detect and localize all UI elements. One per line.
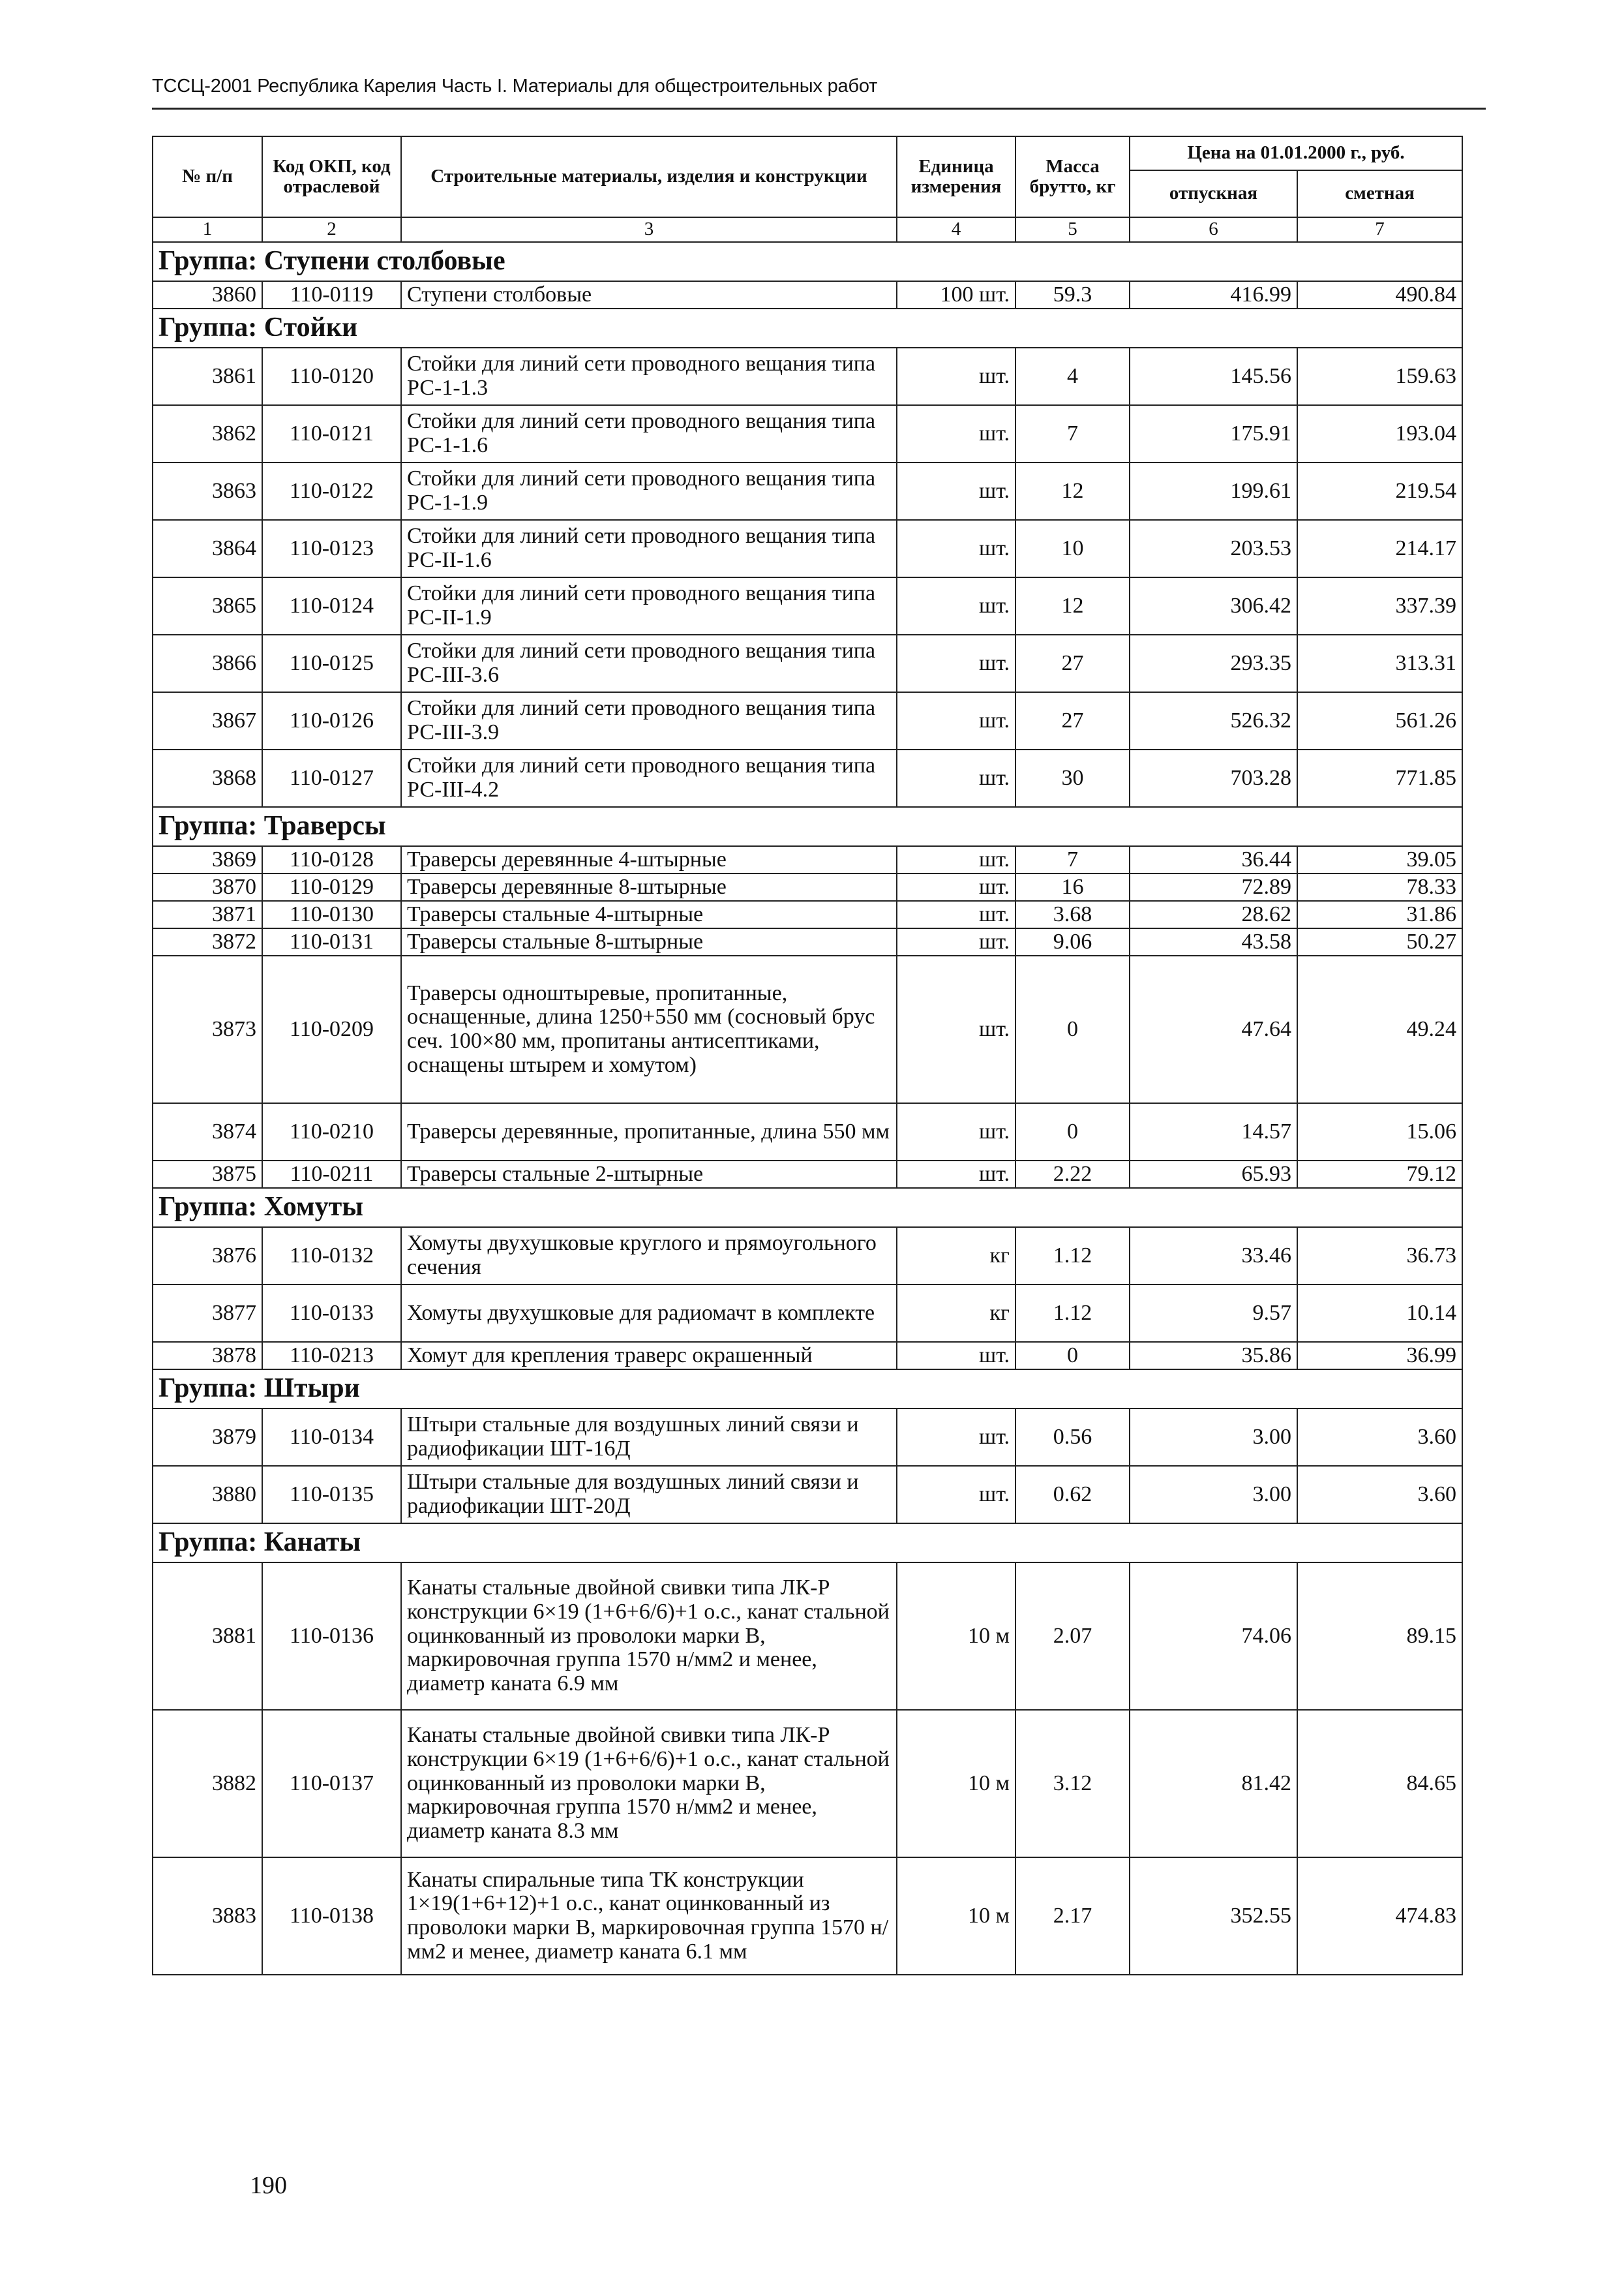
cell-mass: 2.22 [1015,1161,1130,1188]
page-header-title: ТССЦ-2001 Республика Карелия Часть I. Материалы для общестроительных работ [152,76,878,97]
cell-name: Траверсы стальные 4-штырные [401,901,897,928]
cell-mass: 27 [1015,635,1130,692]
cell-mass: 16 [1015,874,1130,901]
cell-code: 110-0135 [262,1466,401,1523]
col-header-name: Строительные материалы, изделия и конструкции [401,136,897,217]
cell-price-estimate: 337.39 [1297,577,1462,635]
cell-mass: 59.3 [1015,281,1130,309]
table-header [153,136,1462,242]
table-row [153,405,1462,463]
cell-code: 110-0133 [262,1285,401,1342]
cell-name: Траверсы деревянные, пропитанные, длина 550 мм [401,1103,897,1161]
table-body [153,242,1462,1975]
cell-mass: 10 [1015,520,1130,577]
table-row [153,1285,1462,1342]
group-title: Группа: Траверсы [153,807,1462,846]
cell-number: 3876 [153,1227,262,1285]
cell-name: Стойки для линий сети проводного вещания типа РС-III-4.2 [401,750,897,807]
cell-code: 110-0131 [262,928,401,956]
cell-number: 3874 [153,1103,262,1161]
group-row [153,1523,1462,1562]
cell-code: 110-0123 [262,520,401,577]
table-row [153,520,1462,577]
cell-code: 110-0119 [262,281,401,309]
cell-name: Стойки для линий сети проводного вещания типа РС-1-1.9 [401,463,897,520]
table-row [153,348,1462,405]
cell-code: 110-0130 [262,901,401,928]
cell-price-estimate: 193.04 [1297,405,1462,463]
cell-mass: 0 [1015,956,1130,1103]
table-row [153,1342,1462,1369]
cell-price-release: 175.91 [1130,405,1297,463]
cell-price-estimate: 15.06 [1297,1103,1462,1161]
cell-name: Стойки для линий сети проводного вещания типа РС-II-1.6 [401,520,897,577]
group-row [153,1188,1462,1227]
cell-name: Штыри стальные для воздушных линий связи и радиофикации ШТ-16Д [401,1408,897,1466]
cell-unit: кг [897,1227,1015,1285]
cell-name: Траверсы одноштыревые, пропитанные, оснащенные, длина 1250+550 мм (сосновый брус сеч. 100×80 мм, пропитаны антисептиками, оснащены штырем и хомутом) [401,956,897,1103]
cell-code: 110-0127 [262,750,401,807]
cell-price-estimate: 79.12 [1297,1161,1462,1188]
cell-name: Стойки для линий сети проводного вещания типа РС-III-3.9 [401,692,897,750]
col-header-mass: Масса брутто, кг [1015,136,1130,217]
cell-number: 3881 [153,1562,262,1710]
cell-price-estimate: 214.17 [1297,520,1462,577]
table-row [153,1562,1462,1710]
cell-name: Хомуты двухушковые круглого и прямоугольного сечения [401,1227,897,1285]
header-rule [152,108,1486,110]
cell-price-estimate: 50.27 [1297,928,1462,956]
cell-unit: шт. [897,846,1015,874]
cell-unit: 10 м [897,1710,1015,1857]
column-number: 5 [1015,217,1130,242]
cell-mass: 9.06 [1015,928,1130,956]
col-header-price-estimate: сметная [1297,170,1462,217]
cell-price-release: 3.00 [1130,1466,1297,1523]
cell-mass: 3.68 [1015,901,1130,928]
table-row [153,901,1462,928]
cell-unit: шт. [897,928,1015,956]
cell-unit: 10 м [897,1857,1015,1975]
cell-code: 110-0125 [262,635,401,692]
col-header-price-group: Цена на 01.01.2000 г., руб. [1130,136,1462,170]
cell-code: 110-0124 [262,577,401,635]
table-row [153,750,1462,807]
col-header-price-release: отпускная [1130,170,1297,217]
cell-price-estimate: 39.05 [1297,846,1462,874]
cell-price-estimate: 219.54 [1297,463,1462,520]
group-row [153,309,1462,348]
cell-mass: 12 [1015,463,1130,520]
cell-unit: шт. [897,750,1015,807]
column-number: 6 [1130,217,1297,242]
cell-price-release: 352.55 [1130,1857,1297,1975]
cell-code: 110-0121 [262,405,401,463]
cell-price-release: 43.58 [1130,928,1297,956]
group-title: Группа: Канаты [153,1523,1462,1562]
cell-price-release: 14.57 [1130,1103,1297,1161]
cell-price-estimate: 474.83 [1297,1857,1462,1975]
cell-price-release: 306.42 [1130,577,1297,635]
column-number: 4 [897,217,1015,242]
cell-number: 3862 [153,405,262,463]
cell-name: Хомуты двухушковые для радиомачт в комплекте [401,1285,897,1342]
cell-unit: шт. [897,874,1015,901]
cell-code: 110-0128 [262,846,401,874]
table-row [153,874,1462,901]
cell-unit: шт. [897,635,1015,692]
cell-mass: 0 [1015,1342,1130,1369]
cell-code: 110-0211 [262,1161,401,1188]
cell-number: 3877 [153,1285,262,1342]
table-row [153,928,1462,956]
cell-unit: шт. [897,348,1015,405]
column-number: 1 [153,217,262,242]
cell-code: 110-0138 [262,1857,401,1975]
cell-code: 110-0209 [262,956,401,1103]
cell-number: 3872 [153,928,262,956]
cell-number: 3860 [153,281,262,309]
cell-price-estimate: 36.99 [1297,1342,1462,1369]
cell-price-estimate: 36.73 [1297,1227,1462,1285]
cell-unit: шт. [897,405,1015,463]
cell-price-release: 145.56 [1130,348,1297,405]
cell-mass: 27 [1015,692,1130,750]
cell-number: 3863 [153,463,262,520]
cell-number: 3878 [153,1342,262,1369]
cell-unit: 10 м [897,1562,1015,1710]
cell-code: 110-0213 [262,1342,401,1369]
cell-price-release: 526.32 [1130,692,1297,750]
cell-mass: 0.56 [1015,1408,1130,1466]
cell-price-estimate: 3.60 [1297,1408,1462,1466]
cell-price-estimate: 313.31 [1297,635,1462,692]
table-row [153,1408,1462,1466]
cell-price-release: 72.89 [1130,874,1297,901]
cell-price-release: 293.35 [1130,635,1297,692]
cell-mass: 4 [1015,348,1130,405]
cell-mass: 7 [1015,846,1130,874]
cell-number: 3873 [153,956,262,1103]
cell-unit: шт. [897,901,1015,928]
cell-name: Канаты стальные двойной свивки типа ЛК-Р конструкции 6×19 (1+6+6/6)+1 о.с., канат стальной оцинкованный из проволоки марки В, маркировочная группа 1570 н/мм2 и менее, диаметр каната 6.9 мм [401,1562,897,1710]
cell-price-estimate: 78.33 [1297,874,1462,901]
cell-code: 110-0137 [262,1710,401,1857]
cell-number: 3864 [153,520,262,577]
cell-name: Стойки для линий сети проводного вещания типа РС-1-1.3 [401,348,897,405]
table-row [153,463,1462,520]
cell-unit: шт. [897,577,1015,635]
cell-price-release: 33.46 [1130,1227,1297,1285]
cell-name: Стойки для линий сети проводного вещания типа РС-II-1.9 [401,577,897,635]
cell-number: 3868 [153,750,262,807]
table-row [153,1103,1462,1161]
cell-code: 110-0136 [262,1562,401,1710]
page-number: 190 [250,2172,287,2199]
cell-unit: шт. [897,1161,1015,1188]
cell-name: Стойки для линий сети проводного вещания типа РС-III-3.6 [401,635,897,692]
cell-name: Канаты спиральные типа ТК конструкции 1×19(1+6+12)+1 о.с., канат оцинкованный из проволоки марки В, маркировочная группа 1570 н/мм2 и менее, диаметр каната 6.1 мм [401,1857,897,1975]
cell-mass: 1.12 [1015,1227,1130,1285]
table-row [153,1161,1462,1188]
cell-number: 3869 [153,846,262,874]
cell-name: Траверсы деревянные 8-штырные [401,874,897,901]
col-header-no: № п/п [153,136,262,217]
cell-code: 110-0210 [262,1103,401,1161]
cell-name: Траверсы стальные 8-штырные [401,928,897,956]
cell-price-estimate: 31.86 [1297,901,1462,928]
cell-price-estimate: 561.26 [1297,692,1462,750]
table-row [153,1857,1462,1975]
cell-price-estimate: 49.24 [1297,956,1462,1103]
cell-price-release: 203.53 [1130,520,1297,577]
cell-price-release: 199.61 [1130,463,1297,520]
cell-mass: 12 [1015,577,1130,635]
cell-mass: 0.62 [1015,1466,1130,1523]
cell-mass: 2.17 [1015,1857,1130,1975]
cell-name: Траверсы деревянные 4-штырные [401,846,897,874]
cell-name: Стойки для линий сети проводного вещания типа РС-1-1.6 [401,405,897,463]
cell-name: Штыри стальные для воздушных линий связи и радиофикации ШТ-20Д [401,1466,897,1523]
group-title: Группа: Хомуты [153,1188,1462,1227]
table-row [153,956,1462,1103]
cell-price-release: 81.42 [1130,1710,1297,1857]
cell-price-release: 3.00 [1130,1408,1297,1466]
col-header-code: Код ОКП, код отраслевой [262,136,401,217]
cell-name: Канаты стальные двойной свивки типа ЛК-Р конструкции 6×19 (1+6+6/6)+1 о.с., канат стальной оцинкованный из проволоки марки В, маркировочная группа 1570 н/мм2 и менее, диаметр каната 8.3 мм [401,1710,897,1857]
table-row [153,281,1462,309]
table-row [153,1466,1462,1523]
cell-unit: шт. [897,956,1015,1103]
column-number: 2 [262,217,401,242]
price-table [152,136,1463,1975]
cell-unit: шт. [897,1466,1015,1523]
cell-code: 110-0122 [262,463,401,520]
cell-number: 3883 [153,1857,262,1975]
table-row [153,1227,1462,1285]
cell-code: 110-0129 [262,874,401,901]
cell-code: 110-0132 [262,1227,401,1285]
cell-name: Траверсы стальные 2-штырные [401,1161,897,1188]
cell-unit: шт. [897,1408,1015,1466]
cell-name: Хомут для крепления траверс окрашенный [401,1342,897,1369]
cell-unit: шт. [897,520,1015,577]
cell-number: 3866 [153,635,262,692]
column-number-row [153,217,1462,242]
cell-unit: шт. [897,692,1015,750]
cell-mass: 3.12 [1015,1710,1130,1857]
cell-mass: 2.07 [1015,1562,1130,1710]
column-number: 7 [1297,217,1462,242]
table-row [153,577,1462,635]
cell-mass: 1.12 [1015,1285,1130,1342]
cell-price-release: 74.06 [1130,1562,1297,1710]
cell-number: 3861 [153,348,262,405]
cell-unit: шт. [897,463,1015,520]
cell-price-estimate: 159.63 [1297,348,1462,405]
group-row [153,1369,1462,1408]
column-number: 3 [401,217,897,242]
cell-unit: шт. [897,1342,1015,1369]
cell-mass: 0 [1015,1103,1130,1161]
table-row [153,846,1462,874]
group-title: Группа: Ступени столбовые [153,242,1462,281]
group-title: Группа: Штыри [153,1369,1462,1408]
cell-number: 3865 [153,577,262,635]
cell-price-release: 65.93 [1130,1161,1297,1188]
cell-price-estimate: 10.14 [1297,1285,1462,1342]
cell-name: Ступени столбовые [401,281,897,309]
cell-number: 3867 [153,692,262,750]
cell-price-release: 703.28 [1130,750,1297,807]
cell-number: 3880 [153,1466,262,1523]
table-row [153,1710,1462,1857]
cell-mass: 7 [1015,405,1130,463]
col-header-unit: Единица измерения [897,136,1015,217]
table-row [153,635,1462,692]
cell-price-estimate: 3.60 [1297,1466,1462,1523]
cell-number: 3870 [153,874,262,901]
cell-unit: кг [897,1285,1015,1342]
cell-unit: шт. [897,1103,1015,1161]
cell-price-release: 36.44 [1130,846,1297,874]
cell-price-release: 47.64 [1130,956,1297,1103]
cell-price-estimate: 89.15 [1297,1562,1462,1710]
cell-code: 110-0134 [262,1408,401,1466]
group-title: Группа: Стойки [153,309,1462,348]
cell-number: 3871 [153,901,262,928]
cell-number: 3879 [153,1408,262,1466]
cell-price-release: 35.86 [1130,1342,1297,1369]
cell-code: 110-0126 [262,692,401,750]
cell-code: 110-0120 [262,348,401,405]
cell-price-estimate: 490.84 [1297,281,1462,309]
cell-mass: 30 [1015,750,1130,807]
table-row [153,692,1462,750]
cell-price-estimate: 84.65 [1297,1710,1462,1857]
cell-price-release: 416.99 [1130,281,1297,309]
cell-price-release: 9.57 [1130,1285,1297,1342]
cell-number: 3875 [153,1161,262,1188]
group-row [153,807,1462,846]
cell-price-estimate: 771.85 [1297,750,1462,807]
group-row [153,242,1462,281]
cell-unit: 100 шт. [897,281,1015,309]
cell-price-release: 28.62 [1130,901,1297,928]
cell-number: 3882 [153,1710,262,1857]
